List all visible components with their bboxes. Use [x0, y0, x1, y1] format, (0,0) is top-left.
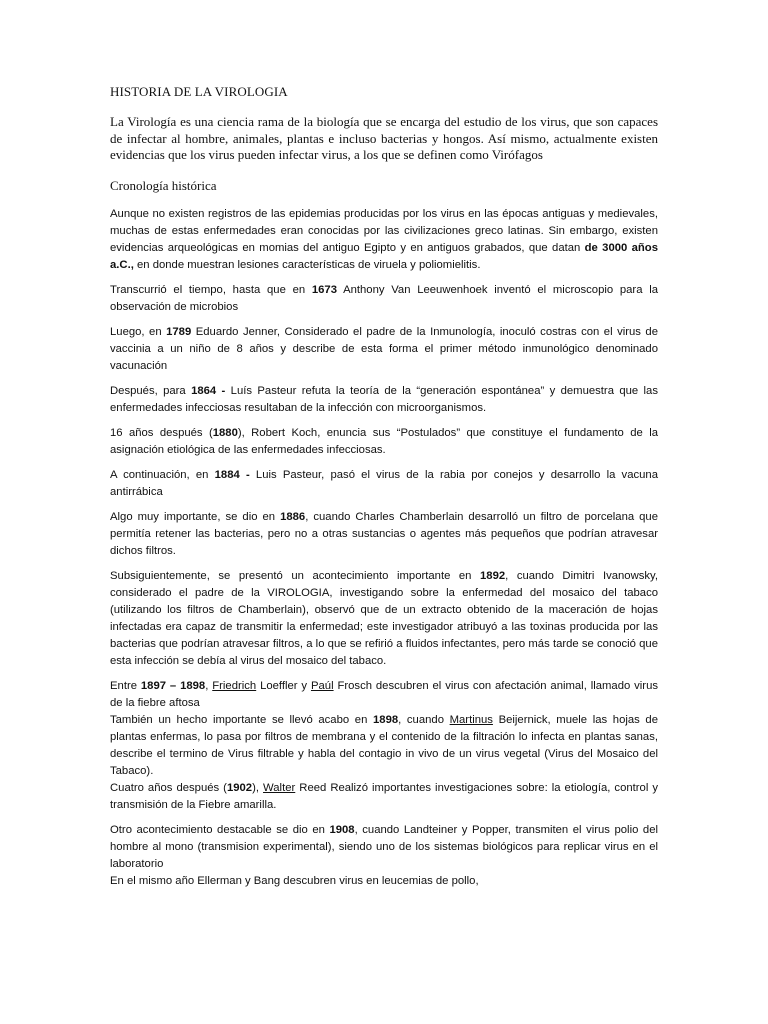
text: Después, para	[110, 384, 192, 397]
section-subtitle: Cronología histórica	[110, 177, 217, 193]
bold-year: 1673	[311, 283, 337, 296]
text: , cuando Dimitri Ivanowsky, considerado el padre de la VIROLOGIA, investigando sobre la enfermedad del mosaico del tabaco (utilizando los filtros de Chamberlain), observó que de un extracto obtenido de la maceración de hojas infectadas era capaz de transmitir la enfermedad; este investigador atribuyó a las toxinas producida por las bacterias que podrían atravesar filtros, a lo que se refirió a fluidos infectantes, pero más tarde se conoció que esta infección se debía al virus del mosaico del tabaco.	[110, 569, 658, 667]
text: Beijernick, muele las hojas de plantas enfermas, lo pasa por filtros de membrana y el contenido de la filtración lo infecta en plantas sanas, describe el termino de Virus filtrable y habla del contagio in vivo de un virus vegetal (Virus del Mosaico del Tabaco).	[110, 713, 658, 777]
paragraph-1897	[110, 678, 658, 712]
text: Frosch descubren el virus con afectación animal, llamado virus de la fiebre aftosa	[110, 679, 659, 709]
text: Transcurrió el tiempo, hasta que en	[110, 283, 312, 296]
bold-year: 1908	[329, 823, 355, 836]
text: Subsiguientemente, se presentó un acontecimiento importante en	[110, 569, 480, 582]
text: También un hecho importante se llevó acabo en	[110, 713, 373, 726]
text: Luego, en	[110, 325, 167, 338]
paragraph-1902	[110, 780, 658, 814]
text: Entre	[110, 679, 141, 692]
underlined-name: Martinus	[449, 713, 493, 726]
text: , cuando	[398, 713, 450, 726]
bold-year: 1902	[226, 781, 253, 794]
paragraph-1886	[110, 509, 658, 560]
paragraph-1898	[110, 712, 658, 780]
paragraph-ancient-evidence	[110, 206, 658, 274]
bold-year: 1864 -	[191, 384, 226, 397]
text: ,	[205, 679, 213, 692]
bold-date: de 3000 años a.C.,	[110, 241, 658, 271]
text: Loeffler y	[256, 679, 311, 692]
text: 16 años después (	[110, 426, 213, 439]
text: Otro acontecimiento destacable se dio en	[110, 823, 330, 836]
paragraph-1880	[110, 425, 658, 459]
underlined-name: Friedrich	[212, 679, 257, 692]
text: ), Robert Koch, enuncia sus “Postulados” que constituye el fundamento de la asignación etiológica de las enfermedades infecciosas.	[110, 426, 658, 456]
bold-year: 1789	[166, 325, 192, 338]
document-title: HISTORIA DE LA VIROLOGIA	[110, 84, 288, 99]
text: Anthony Van Leeuwenhoek inventó el microscopio para la observación de microbios	[110, 283, 658, 313]
bold-year: 1898	[373, 713, 399, 726]
paragraph-1789	[110, 324, 658, 375]
paragraph-1864	[110, 383, 658, 417]
text: A continuación, en	[110, 468, 215, 481]
text: Aunque no existen registros de las epidemias producidas por los virus en las épocas antiguas y medievales, muchas de estas enfermedades eran conocidas por las civilizaciones greco latinas. Sin embargo, existen evidencias arqueológicas en momias del antiguo Egipto y en antiguos grabados, que datan	[110, 207, 658, 254]
paragraph-leukemia	[110, 873, 658, 890]
text: En el mismo año Ellerman y Bang descubren virus en leucemias de pollo,	[110, 874, 479, 887]
underlined-name: Paúl	[310, 679, 334, 692]
text: Algo muy importante, se dio en	[110, 510, 281, 523]
bold-year: 1897 – 1898	[140, 679, 206, 692]
paragraph-1673	[110, 282, 658, 316]
bold-year: 1886	[280, 510, 306, 523]
text: en donde muestran lesiones características de viruela y poliomielitis.	[133, 258, 481, 271]
underlined-name: Walter	[263, 781, 296, 794]
paragraph-1892	[110, 568, 658, 670]
text: Luís Pasteur refuta la teoría de la “generación espontánea” y demuestra que las enfermedades infecciosas resultaban de la infección con microorganismos.	[110, 384, 658, 414]
bold-year: 1880	[212, 426, 238, 439]
text: , cuando Charles Chamberlain desarrolló un filtro de porcelana que permitía retener las bacterias, pero no a otras sustancias o agentes más pequeños que podrían atravesar dichos filtros.	[110, 510, 658, 557]
text: Eduardo Jenner, Considerado el padre de la Inmunología, inoculó costras con el virus de vaccinia a un niño de 8 años y describe de esta forma el primer método inmunológico denominado vacunación	[110, 325, 658, 372]
paragraph-1908	[110, 822, 658, 873]
intro-paragraph: La Virología es una ciencia rama de la biología que se encarga del estudio de los virus, que son capaces de infectar al hombre, animales, plantas e incluso bacterias y hongos. Así mismo, actualmente existen evidencias que los virus pueden infectar virus, a los que se definen como Virófagos	[110, 114, 658, 162]
text: Reed Realizó importantes investigaciones sobre: la etiología, control y transmisión de la Fiebre amarilla.	[110, 781, 659, 811]
bold-year: 1892	[480, 569, 506, 582]
text: , cuando Landteiner y Popper, transmiten el virus polio del hombre al mono (transmision experimental), siendo uno de los sistemas biológicos para replicar virus en el laboratorio	[110, 823, 658, 870]
paragraph-1884	[110, 467, 658, 501]
bold-year: 1884 -	[214, 468, 250, 481]
text: Cuatro años después (	[110, 781, 227, 794]
text: ),	[252, 781, 264, 794]
text: Luis Pasteur, pasó el virus de la rabia por conejos y desarrollo la vacuna antirrábica	[110, 468, 658, 498]
